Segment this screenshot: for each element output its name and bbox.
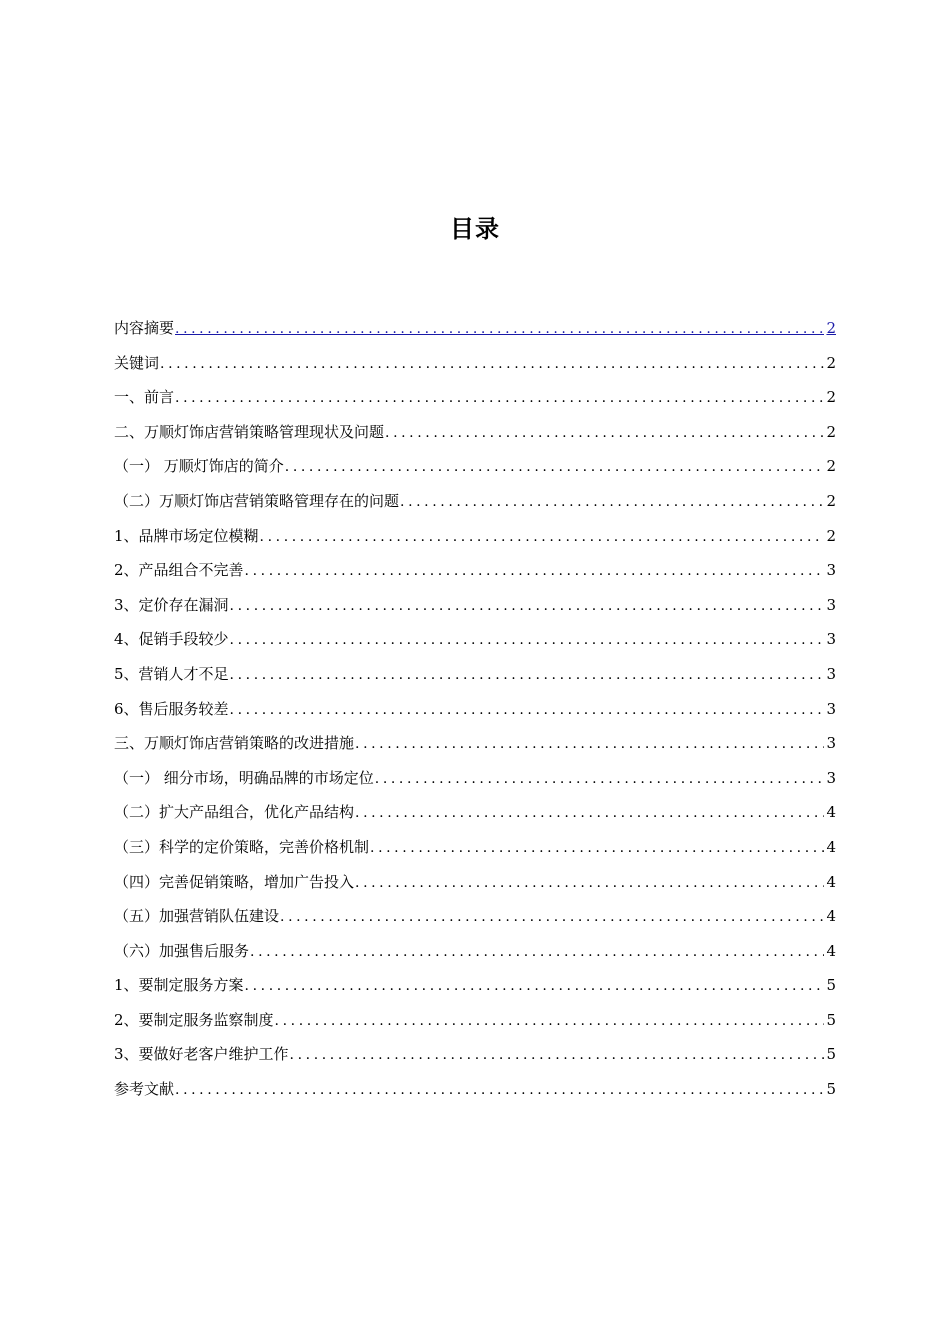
toc-entry-label[interactable]: （二）万顺灯饰店营销策略管理存在的问题 <box>114 491 400 510</box>
toc-dot-leader <box>374 767 825 791</box>
toc-entry-page-number[interactable]: 4 <box>826 872 836 891</box>
toc-entry[interactable] <box>114 939 836 974</box>
toc-entry-page-number[interactable]: 5 <box>826 976 836 995</box>
toc-entry-page-number[interactable]: 3 <box>826 664 836 683</box>
toc-entry[interactable] <box>114 973 836 1008</box>
toc-entry-page-number[interactable]: 3 <box>826 630 836 649</box>
toc-entry[interactable] <box>114 870 836 905</box>
toc-entry-label[interactable]: 6、售后服务较差 <box>114 699 229 718</box>
toc-entry[interactable] <box>114 351 836 386</box>
toc-dot-leader <box>369 836 824 860</box>
toc-entry-page-number[interactable]: 4 <box>826 803 836 822</box>
toc-dot-leader <box>174 386 824 410</box>
toc-entry-label[interactable]: 1、要制定服务方案 <box>114 976 244 995</box>
toc-entry-page-number[interactable]: 5 <box>826 1045 836 1064</box>
toc-entry[interactable] <box>114 454 836 489</box>
toc-entry-label[interactable]: 内容摘要 <box>114 319 175 337</box>
toc-dot-leader <box>229 698 825 722</box>
toc-entry-label[interactable]: 1、品牌市场定位模糊 <box>114 526 259 545</box>
toc-entry-label[interactable]: 5、营销人才不足 <box>114 664 229 683</box>
toc-entry-page-number[interactable]: 4 <box>826 907 836 926</box>
toc-dot-leader <box>354 732 824 756</box>
toc-entry-label[interactable]: 3、定价存在漏洞 <box>114 595 229 614</box>
toc-entry-page-number[interactable]: 2 <box>826 353 836 372</box>
toc-entry[interactable] <box>114 593 836 628</box>
toc-entry-label[interactable]: （二）扩大产品组合，优化产品结构 <box>114 803 355 822</box>
toc-entry-label[interactable]: 4、促销手段较少 <box>114 630 229 649</box>
toc-entry-label[interactable]: （一） 细分市场，明确品牌的市场定位 <box>114 768 374 787</box>
toc-dot-leader <box>229 663 825 687</box>
toc-entry[interactable] <box>114 766 836 801</box>
toc-entry[interactable] <box>114 524 836 559</box>
toc-entry-page-number[interactable]: 2 <box>826 422 836 441</box>
toc-entry-page-number[interactable]: 2 <box>826 491 836 510</box>
toc-dot-leader <box>229 628 825 652</box>
toc-dot-leader <box>289 1043 825 1067</box>
toc-entry[interactable] <box>114 1077 836 1112</box>
toc-entry[interactable] <box>114 800 836 835</box>
toc-entry[interactable] <box>114 385 836 420</box>
toc-entry-label[interactable]: 2、产品组合不完善 <box>114 561 244 580</box>
toc-dot-leader <box>249 940 824 964</box>
toc-entry-label[interactable]: 关键词 <box>114 353 160 372</box>
toc-entry[interactable] <box>114 835 836 870</box>
toc-entry-label[interactable]: 三、万顺灯饰店营销策略的改进措施 <box>114 734 355 753</box>
toc-entry-page-number[interactable]: 4 <box>826 837 836 856</box>
toc-dot-leader <box>279 905 824 929</box>
toc-entry-page-number[interactable]: 3 <box>826 768 836 787</box>
toc-list <box>114 316 836 1112</box>
toc-entry-label[interactable]: （五）加强营销队伍建设 <box>114 907 280 926</box>
toc-dot-leader <box>229 594 825 618</box>
toc-entry-label[interactable]: 参考文献 <box>114 1080 175 1099</box>
toc-entry[interactable] <box>114 558 836 593</box>
toc-entry-page-number[interactable]: 2 <box>826 457 836 476</box>
toc-entry-page-number[interactable]: 3 <box>826 699 836 718</box>
toc-title: 目录 <box>450 215 500 244</box>
toc-dot-leader <box>244 559 825 583</box>
toc-entry-label[interactable]: 2、要制定服务监察制度 <box>114 1010 274 1029</box>
toc-entry[interactable] <box>114 627 836 662</box>
toc-dot-leader <box>159 352 824 376</box>
toc-entry-page-number[interactable]: 4 <box>826 941 836 960</box>
toc-entry[interactable] <box>114 662 836 697</box>
toc-entry-label[interactable]: （四）完善促销策略，增加广告投入 <box>114 872 355 891</box>
toc-entry[interactable] <box>114 904 836 939</box>
toc-dot-leader <box>174 1078 824 1102</box>
toc-entry-page-number[interactable]: 2 <box>826 526 836 545</box>
toc-dot-leader <box>384 421 824 445</box>
toc-dot-leader <box>244 974 825 998</box>
toc-entry[interactable] <box>114 731 836 766</box>
toc-entry-label[interactable]: 二、万顺灯饰店营销策略管理现状及问题 <box>114 422 385 441</box>
toc-dot-leader <box>399 490 824 514</box>
toc-entry-page-number[interactable]: 3 <box>826 595 836 614</box>
toc-entry-page-number[interactable]: 2 <box>826 319 836 337</box>
toc-entry[interactable] <box>114 420 836 455</box>
toc-entry-page-number[interactable]: 3 <box>826 734 836 753</box>
toc-dot-leader <box>354 801 824 825</box>
toc-entry-label[interactable]: 一、前言 <box>114 388 175 407</box>
toc-entry[interactable] <box>114 489 836 524</box>
toc-entry-label[interactable]: （三）科学的定价策略，完善价格机制 <box>114 837 370 856</box>
toc-dot-leader <box>354 871 824 895</box>
toc-entry-page-number[interactable]: 5 <box>826 1080 836 1099</box>
toc-dot-leader <box>274 1009 825 1033</box>
toc-entry[interactable] <box>114 1042 836 1077</box>
toc-dot-leader <box>259 525 825 549</box>
toc-entry-page-number[interactable]: 2 <box>826 388 836 407</box>
toc-dot-leader <box>174 317 824 341</box>
toc-dot-leader <box>284 455 825 479</box>
toc-entry-label[interactable]: （一） 万顺灯饰店的简介 <box>114 457 284 476</box>
toc-entry-label[interactable]: 3、要做好老客户维护工作 <box>114 1045 289 1064</box>
toc-entry-label[interactable]: （六）加强售后服务 <box>114 941 250 960</box>
toc-entry-page-number[interactable]: 3 <box>826 561 836 580</box>
toc-entry-page-number[interactable]: 5 <box>826 1010 836 1029</box>
toc-entry[interactable] <box>114 697 836 732</box>
toc-entry[interactable] <box>114 1008 836 1043</box>
toc-entry[interactable] <box>114 316 836 351</box>
